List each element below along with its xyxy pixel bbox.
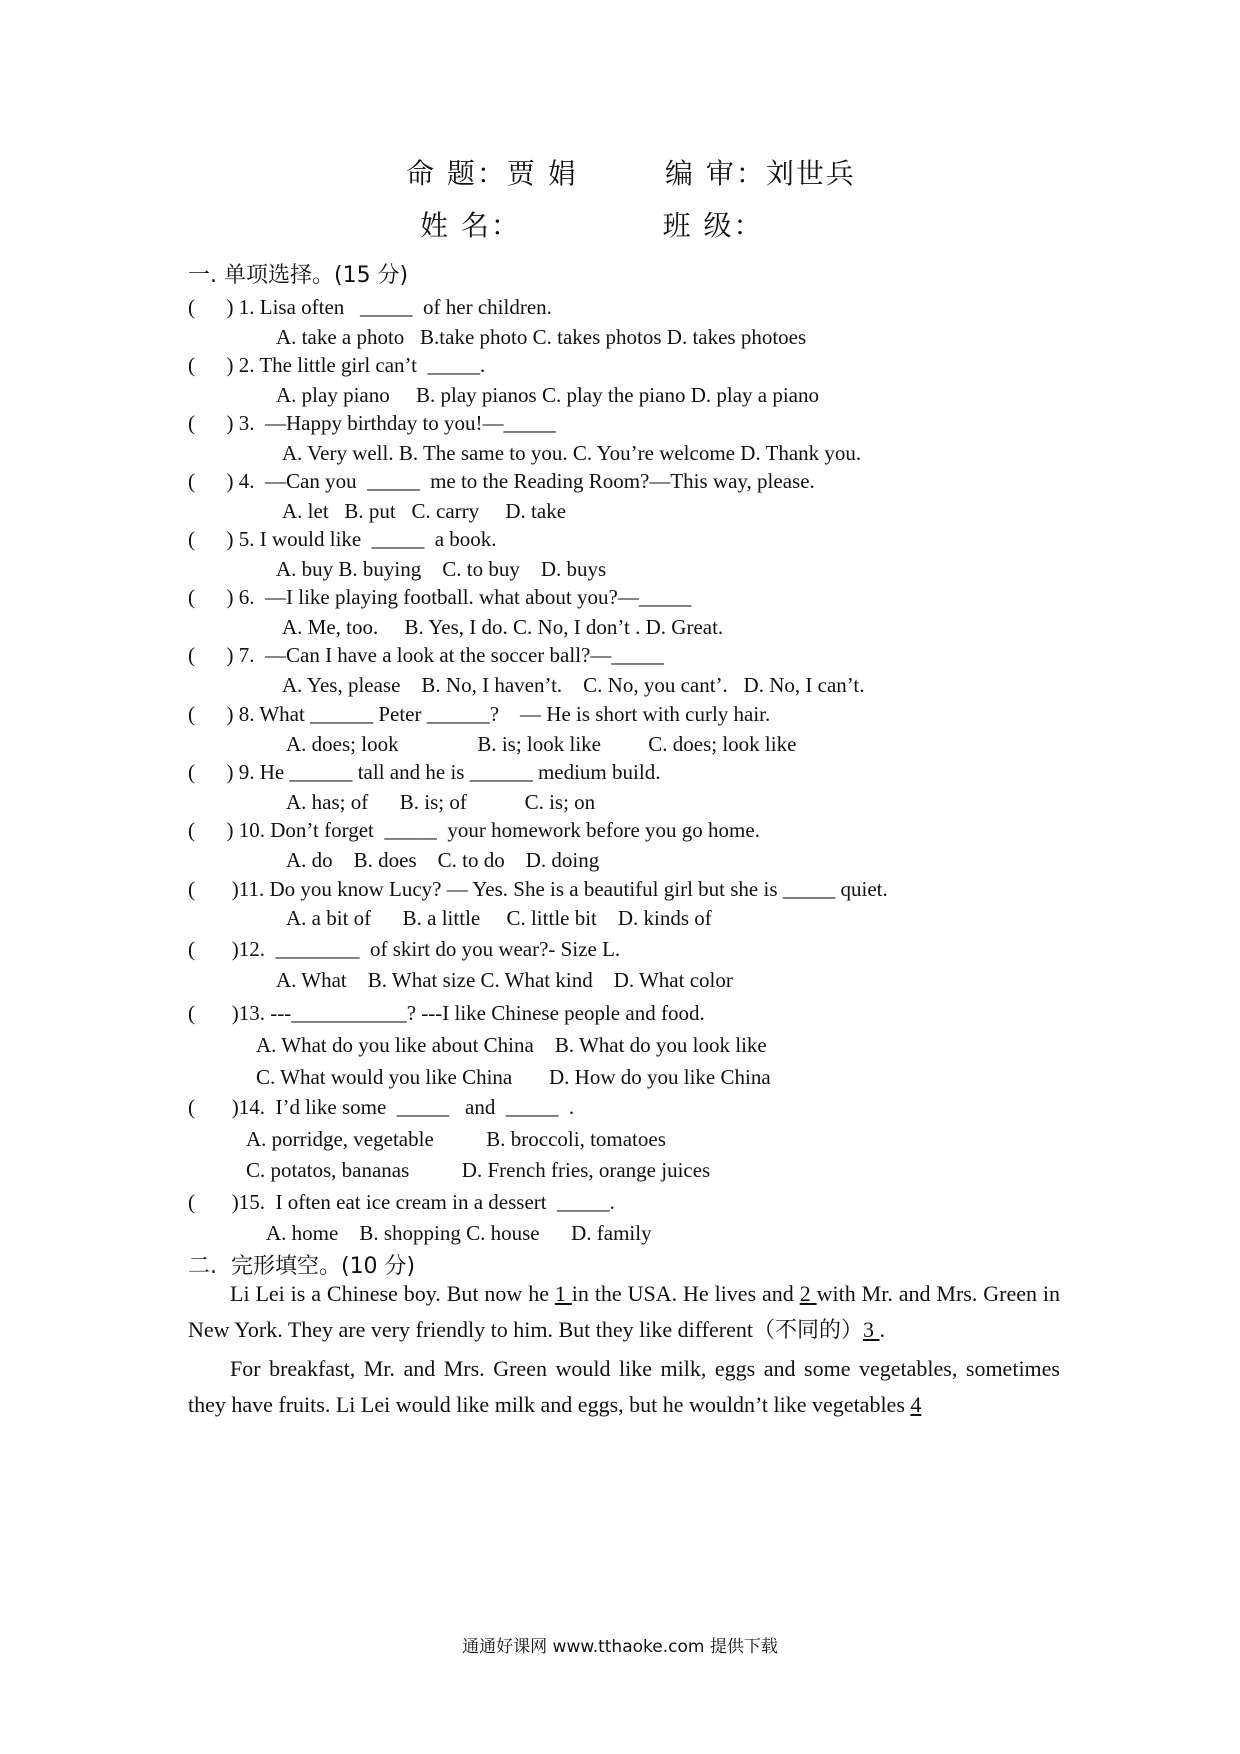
cloze-paragraph-1: Li Lei is a Chinese boy. But now he 1 in the USA. He lives and 2 with Mr. and Mrs. Green in New York. They are very friendly to him. But they like different（不同的）3 . (188, 1281, 1061, 1342)
question-12-options: A. What B. What size C. What kind D. What color (276, 968, 733, 992)
question-7: ( ) 7. —Can I have a look at the soccer ball?—_____ (188, 643, 664, 667)
question-14-options-row1: A. porridge, vegetable B. broccoli, tomatoes (246, 1127, 666, 1151)
question-5-options: A. buy B. buying C. to buy D. buys (276, 557, 607, 581)
section-title-cloze: 二. 完形填空。(10 分) (188, 1254, 416, 1279)
author-line: 命 题：贾 娟 编 审：刘世兵 (406, 157, 856, 190)
question-8: ( ) 8. What ______ Peter ______? — He is short with curly hair. (188, 702, 771, 726)
blank-3: 3 (862, 1317, 880, 1342)
question-9: ( ) 9. He ______ tall and he is ______ medium build. (188, 760, 661, 784)
question-2-options: A. play piano B. play pianos C. play the piano D. play a piano (276, 383, 819, 407)
question-14-options-row2: C. potatos, bananas D. French fries, orange juices (246, 1158, 711, 1182)
question-15-options: A. home B. shopping C. house D. family (266, 1221, 652, 1245)
question-3: ( ) 3. —Happy birthday to you!—_____ (188, 411, 557, 435)
question-10: ( ) 10. Don’t forget _____ your homework before you go home. (188, 818, 760, 842)
question-3-options: A. Very well. B. The same to you. C. You’re welcome D. Thank you. (282, 441, 862, 465)
question-9-options: A. has; of B. is; of C. is; on (286, 790, 596, 814)
blank-4: 4 (910, 1392, 922, 1417)
question-4-options: A. let B. put C. carry D. take (282, 499, 567, 523)
question-14: ( )14. I’d like some _____ and _____ . (188, 1095, 575, 1119)
question-11: ( )11. Do you know Lucy? — Yes. She is a beautiful girl but she is _____ quiet. (188, 877, 888, 901)
question-11-options: A. a bit of B. a little C. little bit D. kinds of (286, 906, 712, 930)
question-7-options: A. Yes, please B. No, I haven’t. C. No, you cant’. D. No, I can’t. (282, 673, 865, 697)
question-1-options: A. take a photo B.take photo C. takes photos D. takes photoes (276, 325, 807, 349)
question-13: ( )13. ---___________? ---I like Chinese people and food. (188, 1001, 705, 1025)
question-5: ( ) 5. I would like _____ a book. (188, 527, 497, 551)
name-class-line: 姓 名： 班 级： (420, 209, 764, 242)
footer-source: 通通好课网 www.tthaoke.com 提供下载 (462, 1637, 778, 1657)
blank-2: 2 (799, 1281, 817, 1306)
section-title-choice: 一. 单项选择。(15 分) (188, 263, 409, 288)
question-1: ( ) 1. Lisa often _____ of her children. (188, 295, 552, 319)
question-10-options: A. do B. does C. to do D. doing (286, 848, 600, 872)
question-15: ( )15. I often eat ice cream in a dessert _____. (188, 1190, 615, 1214)
question-8-options: A. does; look B. is; look like C. does; look like (286, 732, 797, 756)
cloze-paragraph-2: For breakfast, Mr. and Mrs. Green would like milk, eggs and some vegetables, sometimes they have fruits. Li Lei would like milk and eggs, but he wouldn’t like vegetables 4 (188, 1356, 1060, 1417)
question-6-options: A. Me, too. B. Yes, I do. C. No, I don’t . D. Great. (282, 615, 724, 639)
question-13-options-row1: A. What do you like about China B. What do you look like (256, 1033, 767, 1057)
question-13-options-row2: C. What would you like China D. How do you like China (256, 1065, 771, 1089)
question-2: ( ) 2. The little girl can’t _____. (188, 353, 486, 377)
question-6: ( ) 6. —I like playing football. what about you?—_____ (188, 585, 692, 609)
question-4: ( ) 4. —Can you _____ me to the Reading Room?—This way, please. (188, 469, 815, 493)
blank-1: 1 (554, 1281, 572, 1306)
question-12: ( )12. ________ of skirt do you wear?- Size L. (188, 937, 621, 961)
cloze-passage (188, 1276, 1060, 1423)
